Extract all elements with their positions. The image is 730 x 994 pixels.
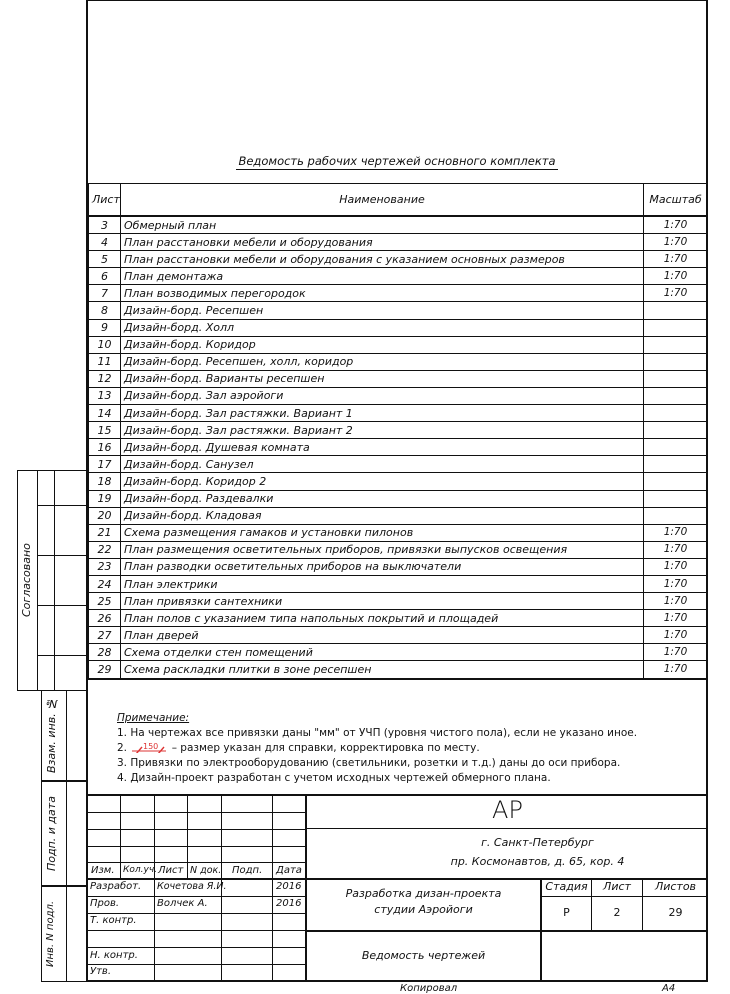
sheet-name: План электрики xyxy=(121,575,644,592)
sheet-scale xyxy=(644,336,708,353)
sheet-scale: 1:70 xyxy=(644,251,708,268)
sheet-name: Дизайн-борд. Раздевалки xyxy=(121,490,644,507)
divider xyxy=(86,678,708,680)
sheet-name: План дверей xyxy=(121,627,644,644)
sheet-number: 28 xyxy=(89,644,121,661)
sheet-scale: 1:70 xyxy=(644,285,708,302)
role-label: Т. контр. xyxy=(90,915,137,926)
sheet-number: 21 xyxy=(89,524,121,541)
col-header-sheet: Лист xyxy=(89,184,121,217)
sheet-scale: 1:70 xyxy=(644,575,708,592)
table-row xyxy=(89,336,708,353)
table-row xyxy=(89,490,708,507)
sheet-number: 19 xyxy=(89,490,121,507)
sheet-header: Лист xyxy=(603,880,631,893)
sheet-name: План демонтажа xyxy=(121,268,644,285)
sheet-scale xyxy=(644,353,708,370)
sheet-name: План привязки сантехники xyxy=(121,593,644,610)
stamp-col-header: Лист xyxy=(158,865,184,876)
stage-value: Р xyxy=(563,906,570,919)
notes-heading: Примечание: xyxy=(117,712,190,724)
sheet-scale: 1:70 xyxy=(644,644,708,661)
sheet-name: Дизайн-борд. Ресепшен xyxy=(121,302,644,319)
sheet-scale xyxy=(644,405,708,422)
sheet-name: Дизайн-борд. Варианты ресепшен xyxy=(121,370,644,387)
sheet-number: 11 xyxy=(89,353,121,370)
sheet-number: 23 xyxy=(89,558,121,575)
sheet-number: 7 xyxy=(89,285,121,302)
strip-border xyxy=(41,780,86,782)
strip-border xyxy=(37,505,86,506)
table-row xyxy=(89,575,708,592)
sheet-name: План расстановки мебели и оборудования с указанием основных размеров xyxy=(121,251,644,268)
note-item: 3. Привязки по электрооборудованию (светильники, розетки и т.д.) даны до оси прибора. xyxy=(117,757,621,769)
strip-border xyxy=(37,555,86,556)
drawing-name: Ведомость чертежей xyxy=(361,949,486,962)
sheet-name: Обмерный план xyxy=(121,216,644,234)
table-row xyxy=(89,541,708,558)
copied-label: Копировал xyxy=(400,983,458,994)
table-row xyxy=(89,593,708,610)
sheet-scale xyxy=(644,387,708,404)
role-date: 2016 xyxy=(276,881,302,892)
strip-border xyxy=(41,690,42,982)
strip-border xyxy=(37,470,38,690)
stamp-col-header: Подп. xyxy=(232,865,263,876)
col-header-scale: Масштаб xyxy=(644,184,708,217)
col-header-name: Наименование xyxy=(121,184,644,217)
table-row xyxy=(89,285,708,302)
table-header-row xyxy=(89,184,708,217)
sheet-scale xyxy=(644,302,708,319)
strip-border xyxy=(37,655,86,656)
address: пр. Космонавтов, д. 65, кор. 4 xyxy=(450,855,625,868)
stamp-border xyxy=(120,794,121,878)
sheet-number: 22 xyxy=(89,541,121,558)
project-title-line2: студии Аэройоги xyxy=(374,903,473,916)
role-name: Волчек А. xyxy=(157,898,208,909)
dimension-mark-icon xyxy=(130,741,168,753)
table-row xyxy=(89,353,708,370)
stamp-border xyxy=(86,964,305,965)
sheet-name: План разводки осветительных приборов на выключатели xyxy=(121,558,644,575)
strip-border xyxy=(41,981,86,982)
stamp-border xyxy=(86,896,305,897)
sheet-number: 24 xyxy=(89,575,121,592)
table-row xyxy=(89,302,708,319)
sheets-header: Листов xyxy=(654,880,697,893)
table-row xyxy=(89,268,708,285)
sheet-number: 15 xyxy=(89,422,121,439)
sheet-number: 10 xyxy=(89,336,121,353)
sheet-number: 27 xyxy=(89,627,121,644)
table-row xyxy=(89,439,708,456)
strip-border xyxy=(17,470,18,690)
stage-header: Стадия xyxy=(545,880,588,893)
sheet-name: Схема раскладки плитки в зоне ресепшен xyxy=(121,661,644,678)
sheet-name: Дизайн-борд. Зал растяжки. Вариант 1 xyxy=(121,405,644,422)
sheet-name: Дизайн-борд. Душевая комната xyxy=(121,439,644,456)
sheet-scale xyxy=(644,456,708,473)
sheet-scale: 1:70 xyxy=(644,558,708,575)
table-row xyxy=(89,405,708,422)
document-title: Ведомость рабочих чертежей основного комплекта xyxy=(238,154,556,168)
role-name: Кочетова Я.И. xyxy=(157,881,227,892)
table-row xyxy=(89,456,708,473)
stamp-border xyxy=(305,930,708,932)
table-row xyxy=(89,370,708,387)
notes-block xyxy=(117,711,637,786)
strip-border xyxy=(66,690,67,982)
stamp-border xyxy=(187,794,188,878)
stamp-border xyxy=(540,878,542,982)
sheet-value: 2 xyxy=(613,906,621,919)
strip-border xyxy=(41,885,86,887)
table-row xyxy=(89,216,708,234)
vzam-label: Взам. инв. № xyxy=(45,696,58,774)
podp-label: Подп. и дата xyxy=(45,796,58,871)
stamp-border xyxy=(86,862,305,863)
agreed-label: Согласовано xyxy=(20,543,33,617)
note-item: 4. Дизайн-проект разработан с учетом исходных чертежей обмерного плана. xyxy=(117,772,551,784)
table-row xyxy=(89,422,708,439)
sheet-name: Дизайн-борд. Коридор xyxy=(121,336,644,353)
sheet-scale: 1:70 xyxy=(644,216,708,234)
table-row xyxy=(89,524,708,541)
stamp-border xyxy=(86,913,305,914)
sheet-list-table xyxy=(88,183,708,679)
sheet-scale: 1:70 xyxy=(644,610,708,627)
sheet-scale xyxy=(644,473,708,490)
project-code: АР xyxy=(492,796,523,824)
role-label: Пров. xyxy=(90,898,120,909)
table-row xyxy=(89,387,708,404)
stamp-col-header: Дата xyxy=(276,865,302,876)
sheet-number: 8 xyxy=(89,302,121,319)
table-row xyxy=(89,473,708,490)
sheet-scale xyxy=(644,422,708,439)
sheet-scale: 1:70 xyxy=(644,541,708,558)
sheet-number: 20 xyxy=(89,507,121,524)
stamp-col-header: N док. xyxy=(190,865,222,876)
sheet-scale xyxy=(644,319,708,336)
sheet-scale xyxy=(644,370,708,387)
sheet-number: 4 xyxy=(89,234,121,251)
stamp-border xyxy=(86,930,305,931)
format-label: А4 xyxy=(662,983,676,994)
sheet-name: Дизайн-борд. Санузел xyxy=(121,456,644,473)
sheet-name: План полов с указанием типа напольных покрытий и площадей xyxy=(121,610,644,627)
sheet-name: Схема размещения гамаков и установки пилонов xyxy=(121,524,644,541)
stamp-border xyxy=(86,829,305,830)
sheet-scale: 1:70 xyxy=(644,234,708,251)
stamp-border xyxy=(540,896,708,897)
note-item: 2. 150 – размер указан для справки, корректировка по месту. xyxy=(117,742,480,754)
sheet-number: 9 xyxy=(89,319,121,336)
role-label: Утв. xyxy=(90,966,111,977)
note-item: 1. На чертежах все привязки даны "мм" от УЧП (уровня чистого пола), если не указано иное. xyxy=(117,727,638,739)
sheet-scale xyxy=(644,439,708,456)
strip-border xyxy=(17,690,86,691)
role-date: 2016 xyxy=(276,898,302,909)
sheet-name: Дизайн-борд. Кладовая xyxy=(121,507,644,524)
sheet-number: 6 xyxy=(89,268,121,285)
table-row xyxy=(89,661,708,678)
strip-border xyxy=(37,605,86,606)
sheet-number: 29 xyxy=(89,661,121,678)
sheet-name: Дизайн-борд. Зал аэройоги xyxy=(121,387,644,404)
sheet-scale: 1:70 xyxy=(644,268,708,285)
stamp-border xyxy=(86,846,305,847)
sheet-number: 5 xyxy=(89,251,121,268)
sheets-value: 29 xyxy=(668,906,683,919)
role-label: Н. контр. xyxy=(90,950,138,961)
strip-border xyxy=(54,470,55,690)
sheet-number: 17 xyxy=(89,456,121,473)
sheet-scale: 1:70 xyxy=(644,593,708,610)
sheet-name: Дизайн-борд. Коридор 2 xyxy=(121,473,644,490)
table-row xyxy=(89,610,708,627)
sheet-name: План размещения осветительных приборов, привязки выпусков освещения xyxy=(121,541,644,558)
sheet-name: Дизайн-борд. Ресепшен, холл, коридор xyxy=(121,353,644,370)
inv-label: Инв. N подл. xyxy=(45,900,56,968)
sheet-scale xyxy=(644,490,708,507)
sheet-number: 12 xyxy=(89,370,121,387)
table-row xyxy=(89,627,708,644)
table-row xyxy=(89,234,708,251)
sheet-name: План возводимых перегородок xyxy=(121,285,644,302)
role-label: Разработ. xyxy=(90,881,142,892)
sheet-number: 14 xyxy=(89,405,121,422)
sheet-number: 25 xyxy=(89,593,121,610)
sheet-name: Дизайн-борд. Холл xyxy=(121,319,644,336)
stamp-col-header: Изм. xyxy=(91,865,115,876)
sheet-name: Схема отделки стен помещений xyxy=(121,644,644,661)
sheet-scale xyxy=(644,507,708,524)
stamp-border xyxy=(154,794,155,982)
sheet-scale: 1:70 xyxy=(644,627,708,644)
table-row xyxy=(89,251,708,268)
stamp-border xyxy=(305,828,708,829)
stamp-border xyxy=(272,794,273,982)
table-row xyxy=(89,644,708,661)
stamp-border xyxy=(86,947,305,948)
sheet-number: 26 xyxy=(89,610,121,627)
sheet-scale: 1:70 xyxy=(644,661,708,678)
sheet-number: 3 xyxy=(89,216,121,234)
project-title-line1: Разработка дизан-проекта xyxy=(345,887,502,900)
table-row xyxy=(89,319,708,336)
sheet-name: Дизайн-борд. Зал растяжки. Вариант 2 xyxy=(121,422,644,439)
sheet-number: 18 xyxy=(89,473,121,490)
stamp-col-header: Кол.уч. xyxy=(123,865,158,875)
table-row xyxy=(89,558,708,575)
stamp-border xyxy=(86,812,305,813)
sheet-number: 13 xyxy=(89,387,121,404)
sheet-number: 16 xyxy=(89,439,121,456)
sheet-name: План расстановки мебели и оборудования xyxy=(121,234,644,251)
sheet-scale: 1:70 xyxy=(644,524,708,541)
dimension-value: 150 xyxy=(143,742,159,751)
table-row xyxy=(89,507,708,524)
city: г. Санкт-Петербург xyxy=(481,836,594,849)
